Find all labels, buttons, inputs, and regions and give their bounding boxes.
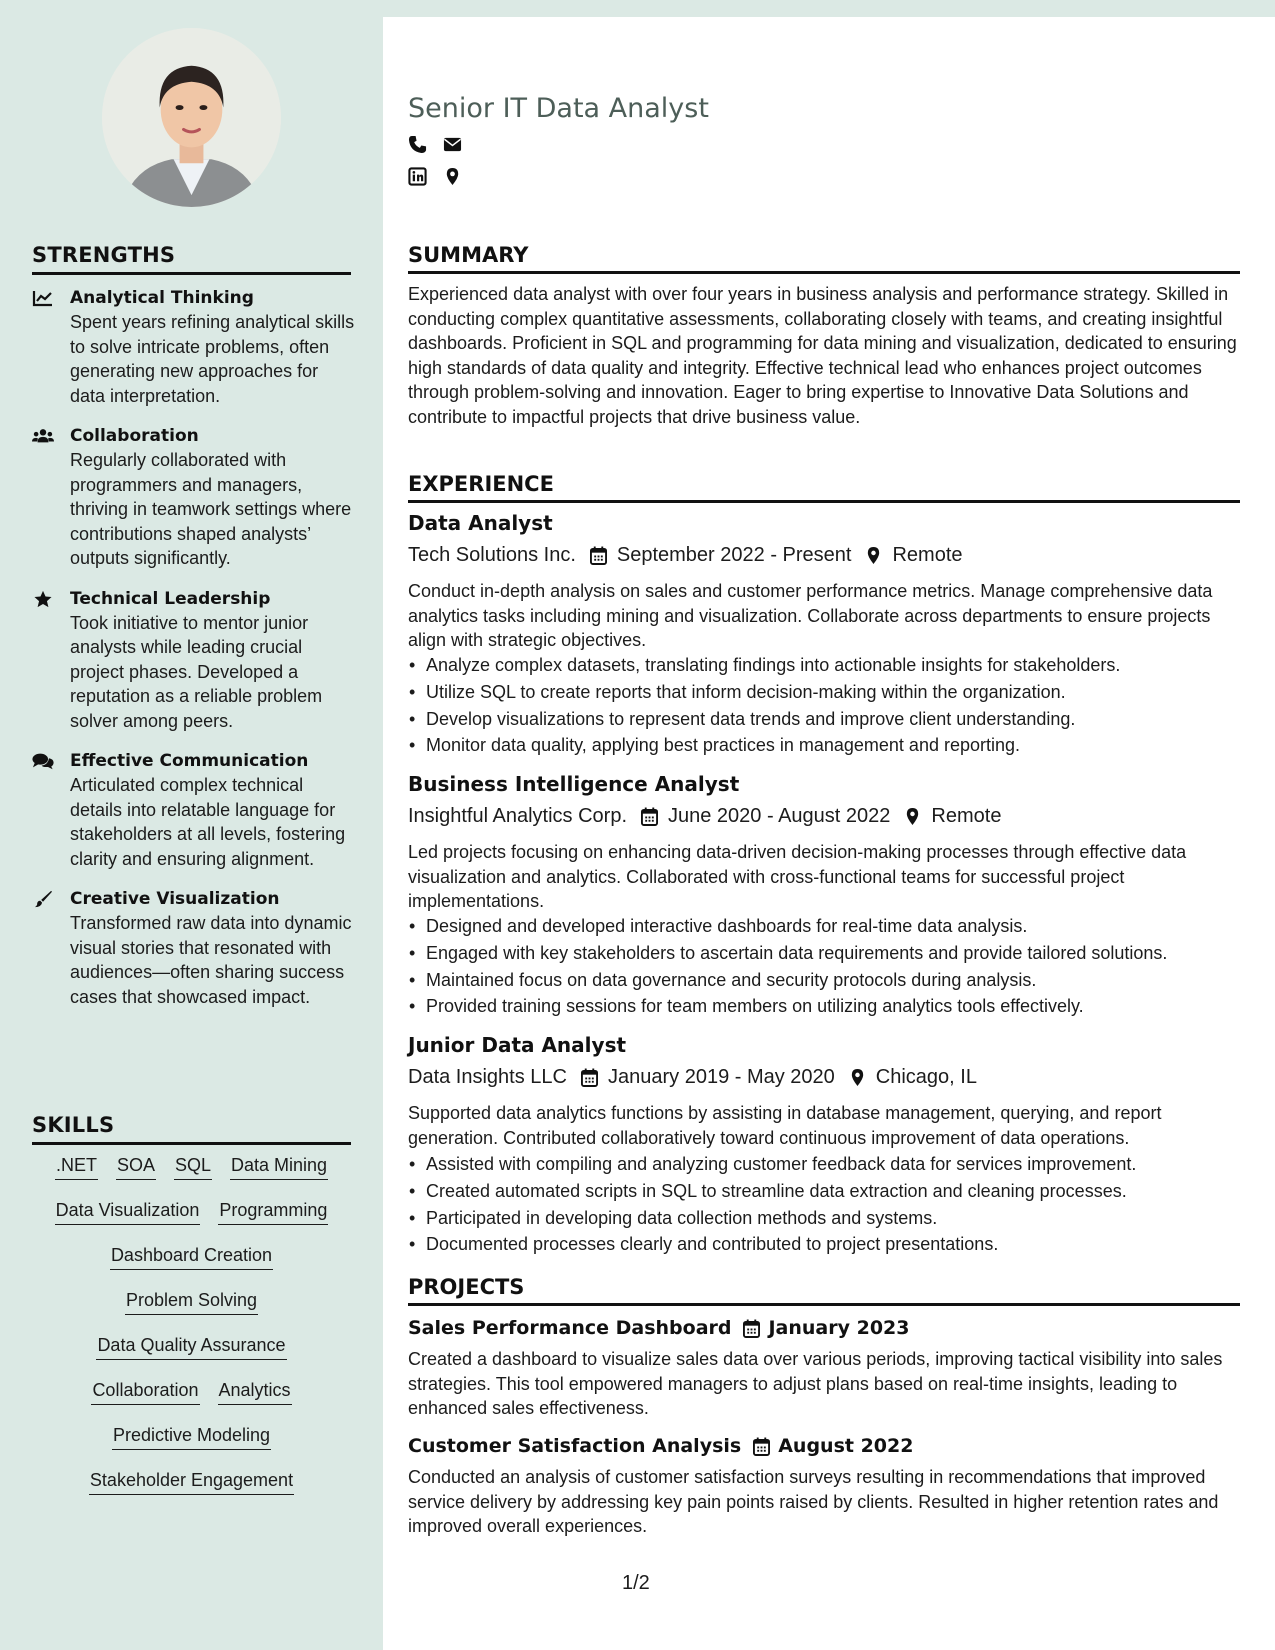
bullet-item: • Utilize SQL to create reports that inform decision-making within the organization. — [408, 679, 1248, 706]
map-pin-icon — [904, 807, 921, 826]
bullet-item: • Assisted with compiling and analyzing customer feedback data for services improvement. — [408, 1151, 1248, 1178]
strength-title: Collaboration — [70, 426, 199, 446]
company-name: Insightful Analytics Corp. — [408, 805, 627, 827]
strength-description: Took initiative to mentor junior analysts while leading crucial project phases. Developed a reputation as a reliable problem solver among peers. — [70, 612, 323, 731]
strengths-list — [32, 286, 357, 1025]
calendar-icon — [743, 1319, 760, 1338]
users-icon — [32, 427, 54, 445]
skill-tag: Dashboard Creation — [110, 1242, 273, 1270]
job-title: Junior Data Analyst — [408, 1033, 627, 1057]
main-content — [383, 17, 1275, 1650]
bullet-item: • Maintained focus on data governance and security protocols during analysis. — [408, 967, 1248, 994]
strength-title: Effective Communication — [70, 751, 309, 771]
skill-row — [32, 1152, 351, 1197]
bullet-item: • Designed and developed interactive dashboards for real-time data analysis. — [408, 913, 1248, 940]
map-pin-icon — [865, 546, 882, 565]
star-icon — [32, 590, 54, 608]
strength-item — [32, 424, 357, 571]
job-dates: June 2020 - August 2022 — [668, 805, 891, 827]
bullet-item: • Provided training sessions for team members on utilizing analytics tools effectively. — [408, 993, 1248, 1020]
skill-tag: Data Mining — [230, 1152, 328, 1180]
bullet-item: • Participated in developing data collection methods and systems. — [408, 1205, 1248, 1232]
skill-tag: Analytics — [218, 1377, 292, 1405]
strength-item — [32, 587, 357, 734]
strength-description: Transformed raw data into dynamic visual stories that resonated with audiences—often sharing success cases that showcased impact. — [70, 913, 352, 1007]
strength-item — [32, 286, 357, 408]
job-title: Business Intelligence Analyst — [408, 772, 740, 796]
job-location: Remote — [892, 544, 963, 566]
skill-tag: SQL — [174, 1152, 212, 1180]
skills-list — [32, 1152, 351, 1512]
phone-icon[interactable] — [408, 135, 427, 154]
job-title: Data Analyst — [408, 511, 553, 535]
skill-tag: Data Quality Assurance — [96, 1332, 286, 1360]
job-location: Chicago, IL — [875, 1066, 977, 1088]
skill-tag: Predictive Modeling — [112, 1422, 271, 1450]
strength-description: Articulated complex technical details into relatable language for stakeholders at all levels, fostering clarity and ensuring alignment. — [70, 775, 346, 869]
profile-photo — [102, 28, 281, 207]
project-date: January 2023 — [768, 1317, 910, 1339]
line-chart-icon — [32, 289, 54, 307]
project-date: August 2022 — [778, 1435, 914, 1457]
paintbrush-icon — [32, 890, 54, 908]
bullet-item: • Created automated scripts in SQL to streamline data extraction and cleaning processes. — [408, 1178, 1248, 1205]
skill-row — [32, 1287, 351, 1332]
company-name: Data Insights LLC — [408, 1066, 567, 1088]
skill-row — [32, 1467, 351, 1512]
project-title-row — [408, 1435, 913, 1457]
project-title-row — [408, 1317, 910, 1339]
company-name: Tech Solutions Inc. — [408, 544, 576, 566]
summary-text: Experienced data analyst with over four years in business analysis and performance strategy. Skilled in conducting complex quantitative assessments, collaborating closely with teams, and creating insightful dashboards. Proficient in SQL and programming for data mining and visualization, dedicated to ensuring high standards of data quality and integrity. Effective technical lead who enhances project outcomes through problem-solving and innovation. Eager to bring expertise to Innovative Data Solutions and contribute to impactful projects that drive business value. — [408, 284, 1237, 427]
summary-heading: SUMMARY — [408, 243, 1240, 274]
envelope-icon[interactable] — [443, 135, 462, 154]
job-title-heading: Senior IT Data Analyst — [408, 93, 709, 124]
contact-row — [408, 167, 462, 186]
contact-row — [408, 135, 462, 154]
skill-tag: SOA — [116, 1152, 156, 1180]
sidebar — [0, 0, 383, 1650]
strengths-heading: STRENGTHS — [32, 243, 351, 275]
comments-icon — [32, 752, 54, 770]
project-description: Conducted an analysis of customer satisfaction surveys resulting in recommendations that improved service delivery by addressing key pain points raised by clients. Resulted in higher retention rates and improved overall experiences. — [408, 1467, 1219, 1536]
project-title: Sales Performance Dashboard — [408, 1317, 732, 1339]
calendar-icon — [753, 1437, 770, 1456]
strength-title: Creative Visualization — [70, 889, 280, 909]
job-bullets — [408, 913, 1248, 1020]
skill-tag: Programming — [218, 1197, 328, 1225]
skill-tag: Data Visualization — [55, 1197, 201, 1225]
strength-title: Technical Leadership — [70, 588, 271, 609]
skill-row — [32, 1242, 351, 1287]
bullet-item: • Documented processes clearly and contributed to project presentations. — [408, 1231, 1248, 1258]
skill-row — [32, 1422, 351, 1467]
skill-tag: Problem Solving — [125, 1287, 258, 1315]
job-meta — [408, 1066, 977, 1089]
skill-row — [32, 1197, 351, 1242]
project-title: Customer Satisfaction Analysis — [408, 1435, 742, 1457]
calendar-icon — [641, 807, 658, 826]
projects-heading: PROJECTS — [408, 1275, 1240, 1306]
skill-row — [32, 1377, 351, 1422]
bullet-item: • Engaged with key stakeholders to ascertain data requirements and provide tailored solutions. — [408, 940, 1248, 967]
experience-heading: EXPERIENCE — [408, 472, 1240, 503]
bullet-item: • Monitor data quality, applying best practices in management and reporting. — [408, 732, 1248, 759]
skill-row — [32, 1332, 351, 1377]
strength-description: Spent years refining analytical skills to solve intricate problems, often generating new approaches for data interpretation. — [70, 312, 355, 406]
avatar — [102, 28, 281, 207]
job-description: Conduct in-depth analysis on sales and customer performance metrics. Manage comprehensive data analytics tasks including mining and visualization. Collaborate across departments to ensure projects align with strategic objectives. — [408, 581, 1213, 650]
job-bullets — [408, 652, 1248, 759]
project-description: Created a dashboard to visualize sales data over various periods, improving tactical visibility into sales strategies. This tool empowered managers to adjust plans based on real-time insights, leading to enhanced sales effectiveness. — [408, 1349, 1223, 1418]
job-description: Led projects focusing on enhancing data-driven decision-making processes through effective data visualization and analytics. Collaborated with cross-functional teams for successful project implementations. — [408, 842, 1187, 911]
bullet-item: • Develop visualizations to represent data trends and improve client understanding. — [408, 706, 1248, 733]
job-location: Remote — [931, 805, 1002, 827]
calendar-icon — [590, 546, 607, 565]
calendar-icon — [581, 1068, 598, 1087]
strength-item — [32, 749, 357, 871]
skills-heading: SKILLS — [32, 1113, 351, 1145]
linkedin-icon[interactable] — [408, 167, 427, 186]
skill-tag: Stakeholder Engagement — [89, 1467, 294, 1495]
job-dates: September 2022 - Present — [616, 544, 852, 566]
job-bullets — [408, 1151, 1248, 1258]
page-number: 1/2 — [622, 1572, 650, 1594]
bullet-item: • Analyze complex datasets, translating findings into actionable insights for stakeholders. — [408, 652, 1248, 679]
job-meta — [408, 544, 963, 567]
job-meta — [408, 805, 1001, 828]
map-pin-icon[interactable] — [443, 167, 462, 186]
skill-tag: .NET — [55, 1152, 98, 1180]
job-description: Supported data analytics functions by assisting in database management, querying, and report generation. Contributed collaboratively toward continuous improvement of data operations. — [408, 1103, 1162, 1148]
strength-title: Analytical Thinking — [70, 288, 254, 308]
map-pin-icon — [849, 1068, 866, 1087]
job-dates: January 2019 - May 2020 — [607, 1066, 835, 1088]
strength-item — [32, 887, 357, 1009]
skill-tag: Collaboration — [91, 1377, 199, 1405]
strength-description: Regularly collaborated with programmers and managers, thriving in teamwork settings where contributions shaped analysts’ outputs significantly. — [70, 450, 352, 568]
